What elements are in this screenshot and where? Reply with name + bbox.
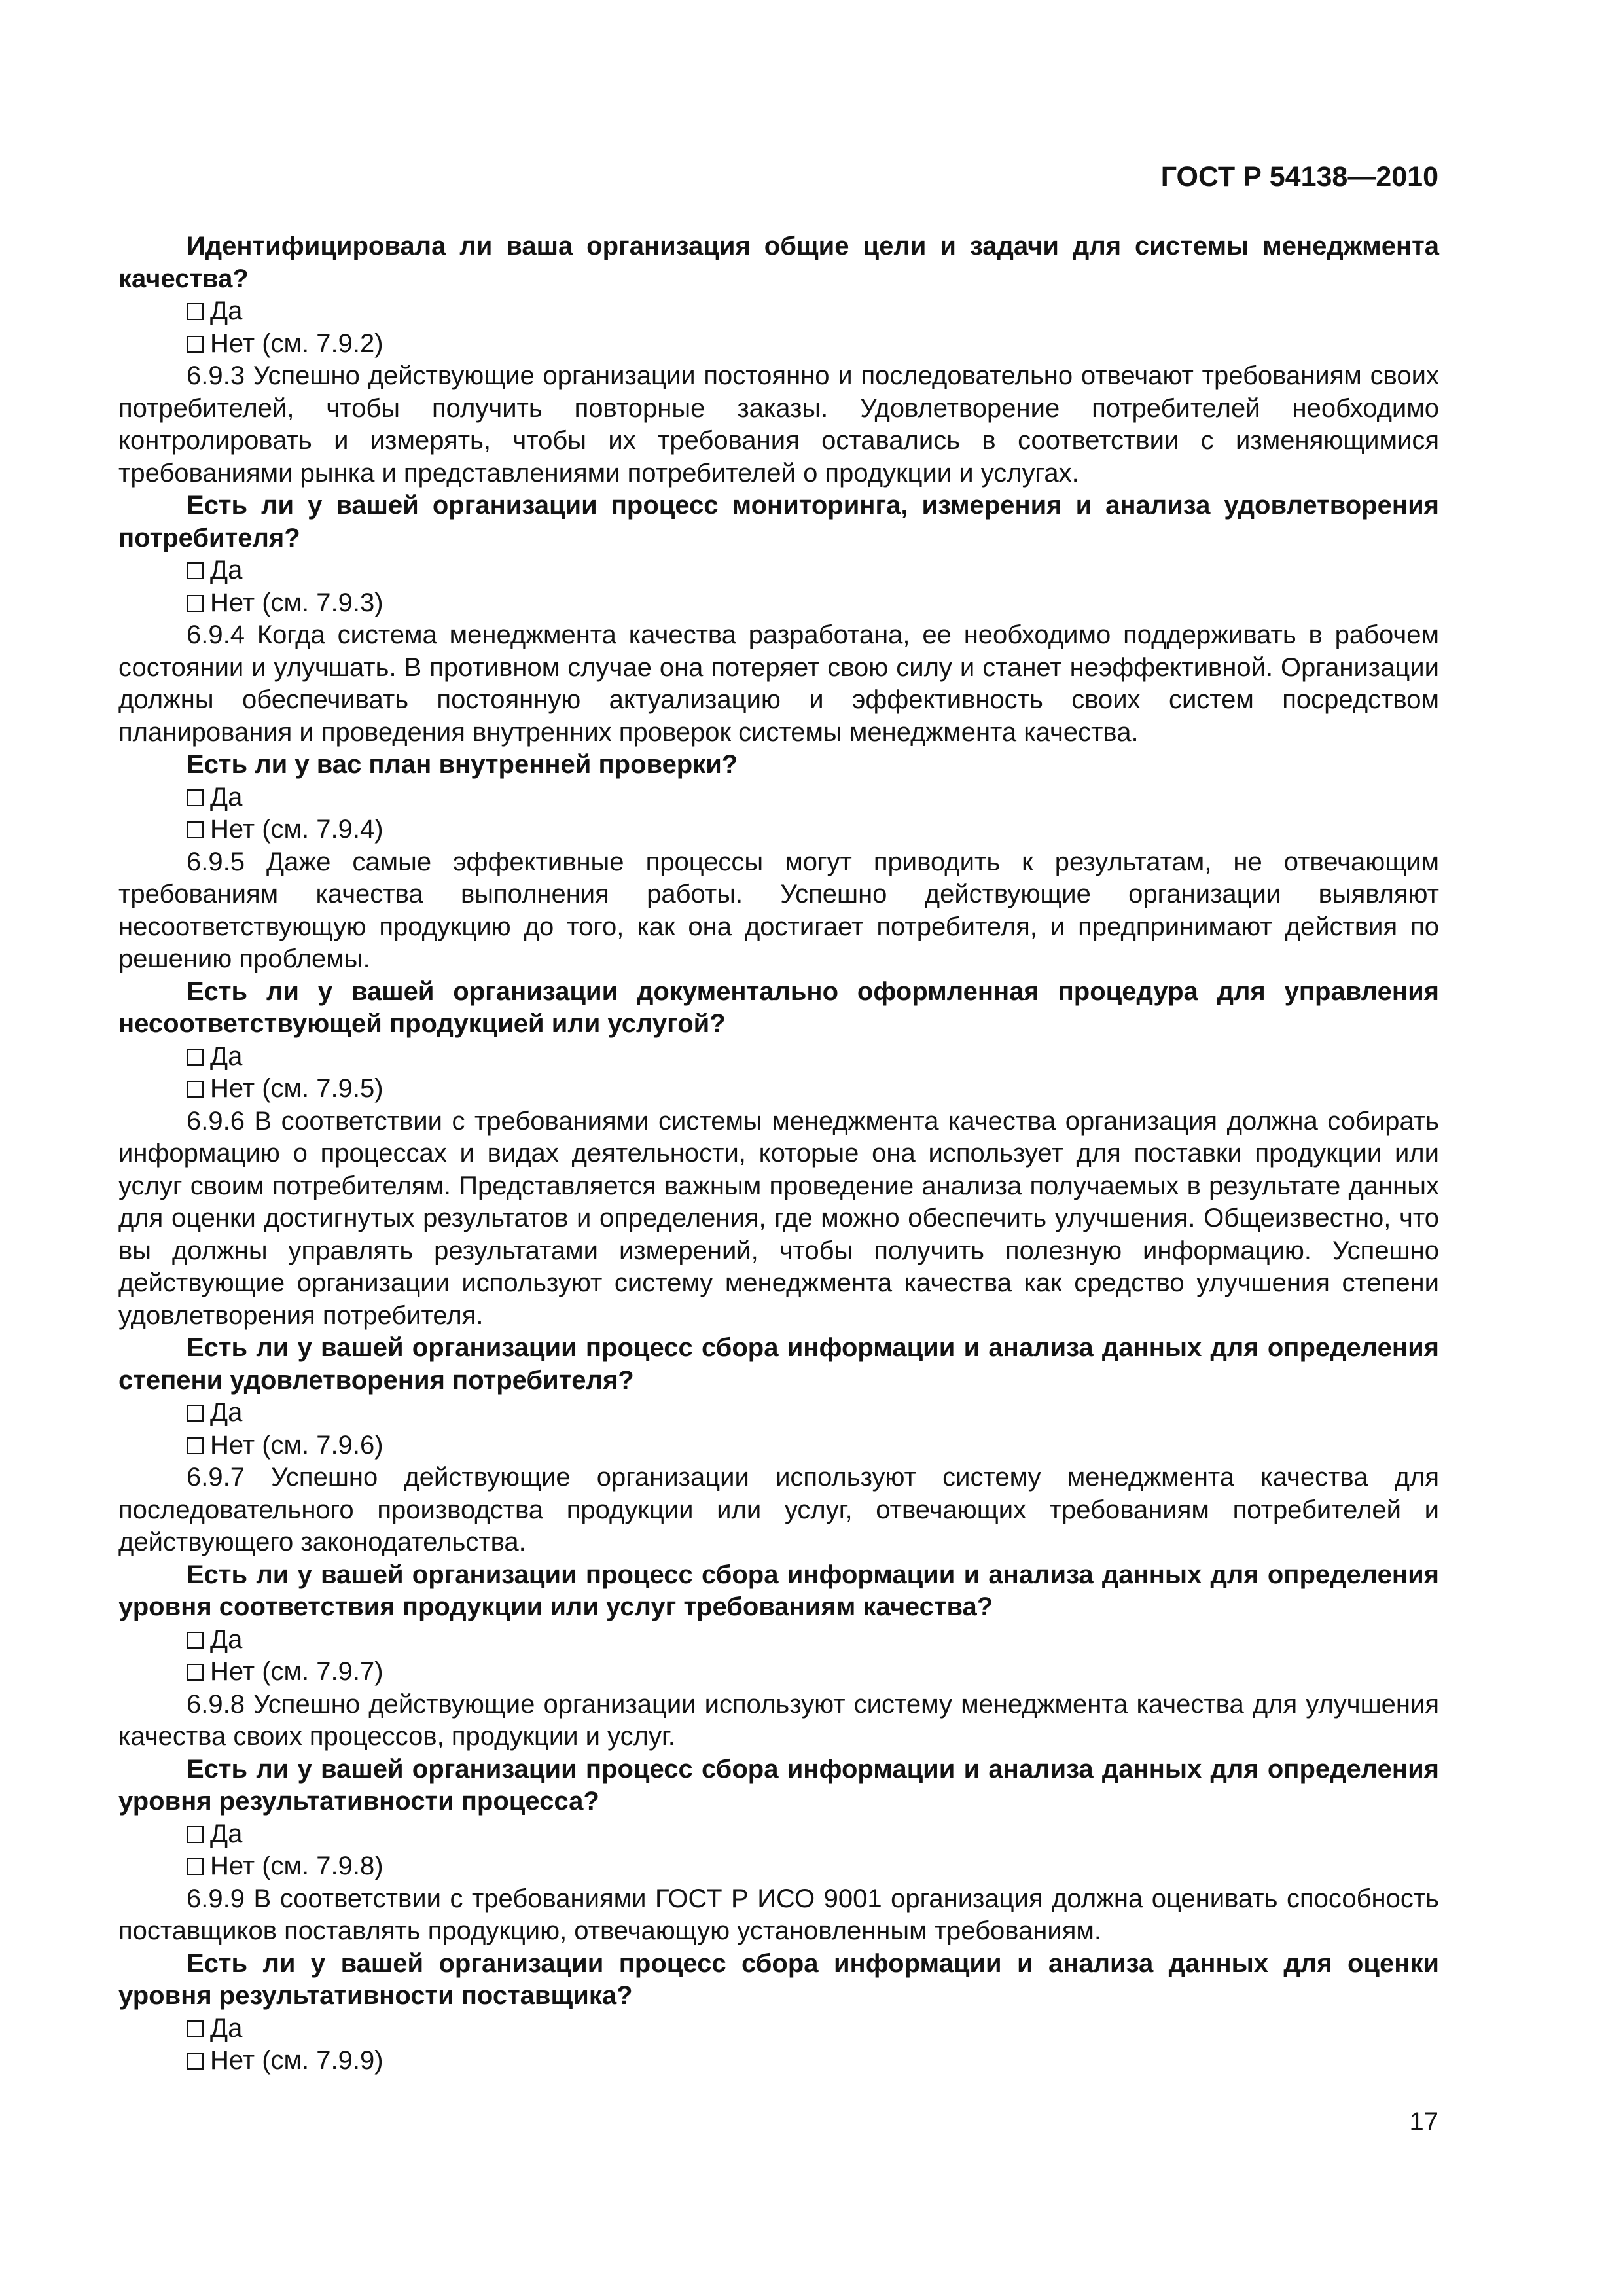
checkbox-icon[interactable]	[187, 1405, 204, 1422]
checkbox-icon[interactable]	[187, 1858, 204, 1875]
checklist-question: Есть ли у вас план внутренней проверки?	[187, 750, 738, 779]
standard-id: ГОСТ Р 54138—2010	[1160, 161, 1438, 192]
clause-paragraph: 6.9.6 В соответствии с требованиями системы менеджмента качества организация должна собирать информацию о процессах и видах деятельности, которые она использует для поставки продукции или услуг своим потребителям. Представляется важным проведение анализа получаемых в результате данных для оценки достигнутых результатов и определения, где можно обеспечить улучшения. Общеизвестно, что вы должны управлять результатами измерений, чтобы получить полезную информацию. Успешно действующие организации используют систему менеджмента качества как средство улучшения степени удовлетворения потребителя.	[118, 1106, 1439, 1330]
answer-option-label: Нет (см. 7.9.2)	[210, 329, 383, 358]
answer-option-no[interactable]	[118, 2045, 1439, 2077]
answer-option-yes[interactable]	[118, 1397, 1439, 1429]
checklist-question: Есть ли у вашей организации процесс мониторинга, измерения и анализа удовлетворения потребителя?	[118, 491, 1439, 552]
answer-option-yes[interactable]	[118, 1041, 1439, 1073]
checkbox-icon[interactable]	[187, 1437, 204, 1454]
answer-option-label: Нет (см. 7.9.8)	[210, 1852, 383, 1880]
clause-paragraph: 6.9.7 Успешно действующие организации используют систему менеджмента качества для последовательного производства продукции или услуг, отвечающих требованиям потребителей и действующего законодательства.	[118, 1463, 1439, 1556]
clause-paragraph: 6.9.4 Когда система менеджмента качества разработана, ее необходимо поддерживать в рабочем состоянии и улучшать. В противном случае она потеряет свою силу и станет неэффективной. Организации должны обеспечивать постоянную актуализацию и эффективность своих систем посредством планирования и проведения внутренних проверок системы менеджмента качества.	[118, 620, 1439, 747]
answer-option-label: Да	[210, 1041, 243, 1071]
answer-option-yes[interactable]	[118, 295, 1439, 328]
answer-option-label: Нет (см. 7.9.3)	[210, 588, 383, 617]
checkbox-icon[interactable]	[187, 789, 204, 806]
page-number: 17	[1409, 2108, 1438, 2136]
checklist-question: Есть ли у вашей организации документально оформленная процедура для управления несоответствующей продукцией или услугой?	[118, 977, 1439, 1038]
checkbox-icon[interactable]	[187, 336, 204, 353]
checklist-question: Есть ли у вашей организации процесс сбора информации и анализа данных для определения уровня результативности процесса?	[118, 1754, 1439, 1816]
checkbox-icon[interactable]	[187, 821, 204, 838]
answer-option-yes[interactable]	[118, 2013, 1439, 2045]
document-body	[118, 230, 1439, 2077]
answer-option-yes[interactable]	[118, 1624, 1439, 1657]
answer-option-no[interactable]	[118, 328, 1439, 361]
answer-option-yes[interactable]	[118, 554, 1439, 587]
answer-option-no[interactable]	[118, 1656, 1439, 1689]
checkbox-icon[interactable]	[187, 1081, 204, 1098]
answer-option-label: Да	[210, 1819, 243, 1848]
answer-option-label: Да	[210, 1624, 243, 1654]
answer-option-label: Нет (см. 7.9.7)	[210, 1657, 383, 1686]
answer-option-label: Да	[210, 556, 243, 584]
checkbox-icon[interactable]	[187, 1826, 204, 1843]
checkbox-icon[interactable]	[187, 595, 204, 612]
answer-option-no[interactable]	[118, 814, 1439, 846]
clause-paragraph: 6.9.8 Успешно действующие организации используют систему менеджмента качества для улучшения качества своих процессов, продукции и услуг.	[118, 1689, 1439, 1751]
checklist-question: Идентифицировала ли ваша организация общие цели и задачи для системы менеджмента качества?	[118, 232, 1439, 293]
clause-paragraph: 6.9.3 Успешно действующие организации постоянно и последовательно отвечают требованиям своих потребителей, чтобы получить повторные заказы. Удовлетворение потребителей необходимо контролировать и измерять, чтобы их требования оставались в соответствии с изменяющимися требованиями рынка и представлениями потребителей о продукции и услугах.	[118, 361, 1439, 488]
checkbox-icon[interactable]	[187, 1049, 204, 1066]
answer-option-label: Нет (см. 7.9.4)	[210, 815, 383, 844]
answer-option-label: Нет (см. 7.9.5)	[210, 1074, 383, 1103]
answer-option-yes[interactable]	[118, 1818, 1439, 1851]
answer-option-label: Нет (см. 7.9.9)	[210, 2046, 383, 2075]
answer-option-no[interactable]	[118, 587, 1439, 620]
checkbox-icon[interactable]	[187, 2020, 204, 2037]
checklist-question: Есть ли у вашей организации процесс сбора информации и анализа данных для оценки уровня результативности поставщика?	[118, 1948, 1439, 2010]
answer-option-no[interactable]	[118, 1850, 1439, 1883]
checkbox-icon[interactable]	[187, 1632, 204, 1649]
checkbox-icon[interactable]	[187, 2053, 204, 2070]
answer-option-label: Да	[210, 1398, 243, 1427]
answer-option-label: Да	[210, 2013, 243, 2043]
answer-option-label: Да	[210, 296, 243, 325]
answer-option-label: Нет (см. 7.9.6)	[210, 1430, 383, 1460]
clause-paragraph: 6.9.5 Даже самые эффективные процессы могут приводить к результатам, не отвечающим требованиям качества выполнения работы. Успешно действующие организации выявляют несоответствующую продукцию до того, как она достигает потребителя, и предпринимают действия по решению проблемы.	[118, 847, 1439, 973]
checklist-question: Есть ли у вашей организации процесс сбора информации и анализа данных для определения уровня соответствия продукции или услуг требованиям качества?	[118, 1560, 1439, 1621]
answer-option-no[interactable]	[118, 1073, 1439, 1105]
answer-option-label: Да	[210, 782, 243, 812]
answer-option-yes[interactable]	[118, 781, 1439, 814]
answer-option-no[interactable]	[118, 1429, 1439, 1462]
clause-paragraph: 6.9.9 В соответствии с требованиями ГОСТ Р ИСО 9001 организация должна оценивать способность поставщиков поставлять продукцию, отвечающую установленным требованиям.	[118, 1884, 1439, 1945]
checkbox-icon[interactable]	[187, 1664, 204, 1681]
checklist-question: Есть ли у вашей организации процесс сбора информации и анализа данных для определения степени удовлетворения потребителя?	[118, 1333, 1439, 1395]
checkbox-icon[interactable]	[187, 562, 204, 579]
checkbox-icon[interactable]	[187, 303, 204, 320]
